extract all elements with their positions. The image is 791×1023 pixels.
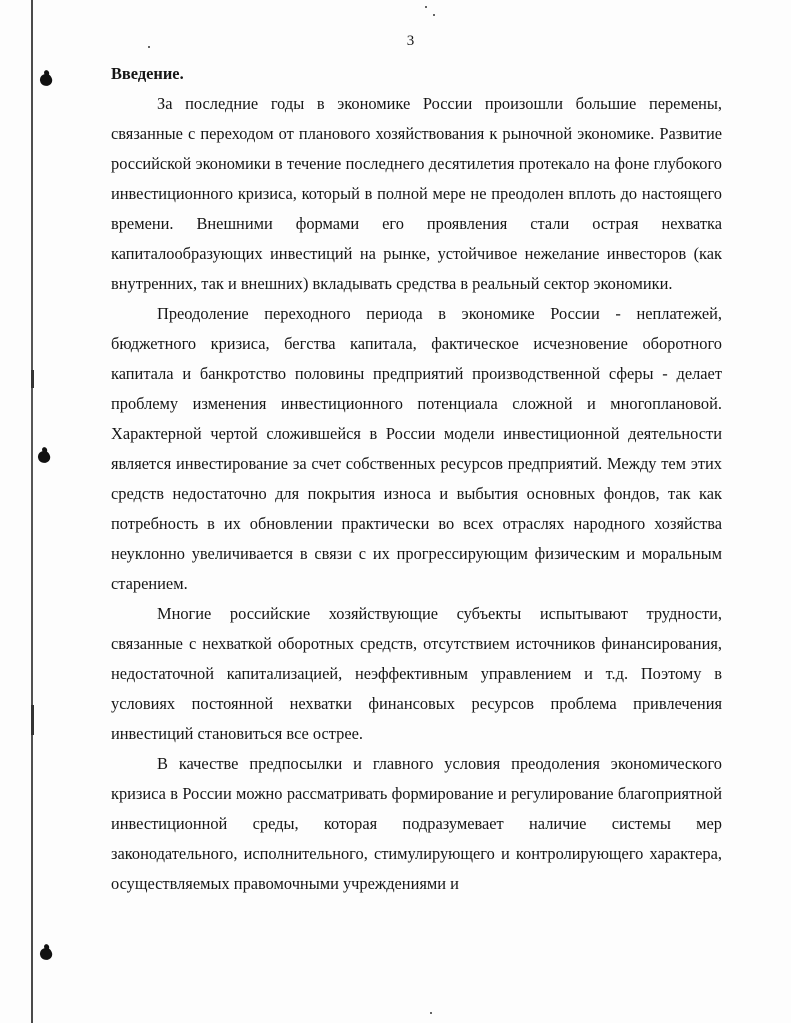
edge-mark: [31, 370, 34, 388]
page-left-edge: [31, 0, 33, 1023]
page-number: 3: [406, 33, 415, 49]
section-heading: Введение.: [111, 64, 184, 83]
scan-speck: [430, 1012, 432, 1014]
scan-speck: [425, 6, 427, 8]
scan-speck: [433, 14, 435, 16]
paragraph-3: Многие российские хозяйствующие субъекты испытывают трудности, связанные с нехваткой оборотных средств, отсутствием источников финансирования, недостаточной капитализацией, неэффективным управлением и т.д. Поэтому в условиях постоянной нехватки финансовых ресурсов проблема привлечения инвестиций становиться все острее.: [111, 604, 722, 743]
punch-hole-mark-bottom: [38, 946, 54, 962]
document-body: [111, 62, 722, 899]
paragraph-2: Преодоление переходного периода в экономике России - неплатежей, бюджетного кризиса, бегства капитала, фактическое исчезновение оборотного капитала и банкротство половины предприятий производственной сферы - делает проблему изменения инвестиционного потенциала сложной и многоплановой. Характерной чертой сложившейся в России модели инвестиционной деятельности является инвестирование за счет собственных ресурсов предприятий. Между тем этих средств недостаточно для покрытия износа и выбытия основных фондов, так как потребность в их обновлении практически во всех отраслях народного хозяйства неуклонно увеличивается в связи с их прогрессирующим физическим и моральным старением.: [111, 304, 722, 593]
paragraph-1: За последние годы в экономике России произошли большие перемены, связанные с переходом от планового хозяйствования к рыночной экономике. Развитие российской экономики в течение последнего десятилетия протекало на фоне глубокого инвестиционного кризиса, который в полной мере не преодолен вплоть до настоящего времени. Внешними формами его проявления стали острая нехватка капиталообразующих инвестиций на рынке, устойчивое нежелание инвесторов (как внутренних, так и внешних) вкладывать средства в реальный сектор экономики.: [111, 94, 722, 293]
paragraph-4: В качестве предпосылки и главного условия преодоления экономического кризиса в России можно рассматривать формирование и регулирование благоприятной инвестиционной среды, которая подразумевает наличие системы мер законодательного, исполнительного, стимулирующего и контролирующего характера, осуществляемых правомочными учреждениями и: [111, 754, 722, 893]
punch-hole-mark-top: [38, 72, 54, 88]
punch-hole-mark-middle: [36, 449, 52, 465]
edge-mark: [31, 705, 34, 735]
